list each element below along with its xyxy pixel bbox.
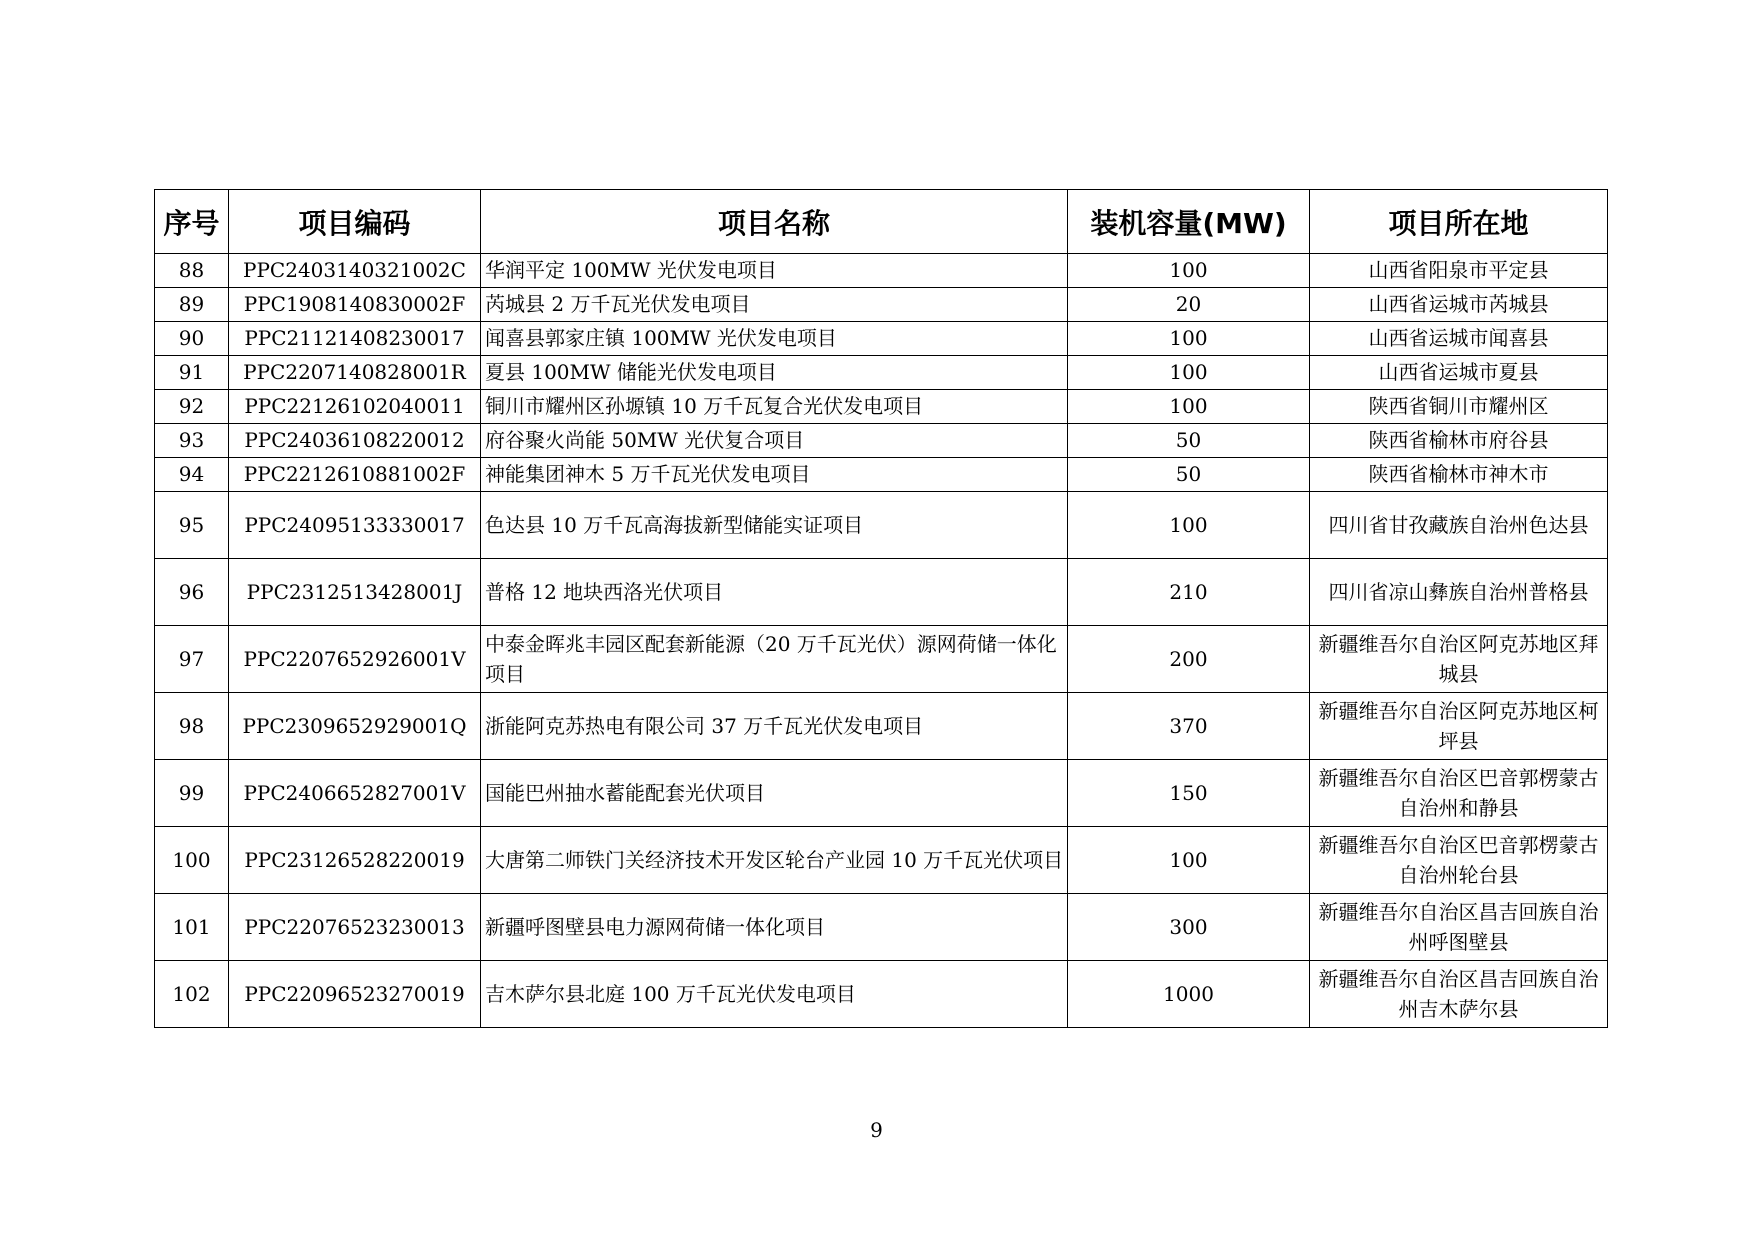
cell-index: 102 xyxy=(155,961,229,1028)
cell-capacity: 50 xyxy=(1068,424,1310,458)
cell-capacity: 100 xyxy=(1068,356,1310,390)
cell-code: PPC22076523230013 xyxy=(229,894,481,961)
cell-code: PPC2309652929001Q xyxy=(229,693,481,760)
cell-code: PPC2207652926001V xyxy=(229,626,481,693)
table-row xyxy=(155,424,1608,458)
header-name: 项目名称 xyxy=(481,190,1068,254)
table-row xyxy=(155,827,1608,894)
cell-location: 新疆维吾尔自治区阿克苏地区拜城县 xyxy=(1310,626,1608,693)
header-location: 项目所在地 xyxy=(1310,190,1608,254)
cell-capacity: 1000 xyxy=(1068,961,1310,1028)
cell-name: 中泰金晖兆丰园区配套新能源（20 万千瓦光伏）源网荷储一体化项目 xyxy=(481,626,1068,693)
cell-capacity: 210 xyxy=(1068,559,1310,626)
project-table xyxy=(154,189,1608,1028)
cell-location: 四川省凉山彝族自治州普格县 xyxy=(1310,559,1608,626)
header-code: 项目编码 xyxy=(229,190,481,254)
cell-code: PPC2312513428001J xyxy=(229,559,481,626)
table-row xyxy=(155,626,1608,693)
cell-index: 91 xyxy=(155,356,229,390)
cell-capacity: 150 xyxy=(1068,760,1310,827)
table-row xyxy=(155,458,1608,492)
page-number: 9 xyxy=(870,1118,883,1142)
cell-index: 98 xyxy=(155,693,229,760)
cell-capacity: 100 xyxy=(1068,390,1310,424)
cell-index: 92 xyxy=(155,390,229,424)
cell-name: 吉木萨尔县北庭 100 万千瓦光伏发电项目 xyxy=(481,961,1068,1028)
cell-location: 山西省运城市夏县 xyxy=(1310,356,1608,390)
table-row xyxy=(155,288,1608,322)
table-row xyxy=(155,894,1608,961)
cell-name: 闻喜县郭家庄镇 100MW 光伏发电项目 xyxy=(481,322,1068,356)
cell-capacity: 100 xyxy=(1068,254,1310,288)
cell-name: 色达县 10 万千瓦高海拔新型储能实证项目 xyxy=(481,492,1068,559)
cell-name: 神能集团神木 5 万千瓦光伏发电项目 xyxy=(481,458,1068,492)
cell-name: 浙能阿克苏热电有限公司 37 万千瓦光伏发电项目 xyxy=(481,693,1068,760)
cell-name: 华润平定 100MW 光伏发电项目 xyxy=(481,254,1068,288)
cell-code: PPC23126528220019 xyxy=(229,827,481,894)
cell-location: 新疆维吾尔自治区阿克苏地区柯坪县 xyxy=(1310,693,1608,760)
table-row xyxy=(155,961,1608,1028)
cell-location: 山西省阳泉市平定县 xyxy=(1310,254,1608,288)
cell-index: 89 xyxy=(155,288,229,322)
cell-code: PPC21121408230017 xyxy=(229,322,481,356)
table-row xyxy=(155,559,1608,626)
cell-location: 新疆维吾尔自治区昌吉回族自治州呼图壁县 xyxy=(1310,894,1608,961)
table-row xyxy=(155,760,1608,827)
cell-name: 铜川市耀州区孙塬镇 10 万千瓦复合光伏发电项目 xyxy=(481,390,1068,424)
cell-code: PPC24095133330017 xyxy=(229,492,481,559)
cell-capacity: 50 xyxy=(1068,458,1310,492)
table-row xyxy=(155,356,1608,390)
cell-name: 芮城县 2 万千瓦光伏发电项目 xyxy=(481,288,1068,322)
cell-capacity: 200 xyxy=(1068,626,1310,693)
table-row xyxy=(155,492,1608,559)
cell-index: 90 xyxy=(155,322,229,356)
cell-location: 陕西省榆林市府谷县 xyxy=(1310,424,1608,458)
cell-code: PPC2403140321002C xyxy=(229,254,481,288)
cell-name: 府谷聚火尚能 50MW 光伏复合项目 xyxy=(481,424,1068,458)
header-capacity: 装机容量(MW) xyxy=(1068,190,1310,254)
cell-name: 大唐第二师铁门关经济技术开发区轮台产业园 10 万千瓦光伏项目 xyxy=(481,827,1068,894)
cell-code: PPC2212610881002F xyxy=(229,458,481,492)
cell-index: 96 xyxy=(155,559,229,626)
cell-index: 100 xyxy=(155,827,229,894)
table-header-row xyxy=(155,190,1608,254)
cell-index: 99 xyxy=(155,760,229,827)
cell-capacity: 100 xyxy=(1068,827,1310,894)
table-row xyxy=(155,693,1608,760)
cell-capacity: 370 xyxy=(1068,693,1310,760)
cell-index: 93 xyxy=(155,424,229,458)
cell-index: 94 xyxy=(155,458,229,492)
table-row xyxy=(155,322,1608,356)
cell-code: PPC2207140828001R xyxy=(229,356,481,390)
cell-index: 88 xyxy=(155,254,229,288)
table-row xyxy=(155,390,1608,424)
cell-capacity: 20 xyxy=(1068,288,1310,322)
cell-index: 95 xyxy=(155,492,229,559)
cell-code: PPC24036108220012 xyxy=(229,424,481,458)
cell-capacity: 100 xyxy=(1068,492,1310,559)
cell-location: 四川省甘孜藏族自治州色达县 xyxy=(1310,492,1608,559)
cell-code: PPC22126102040011 xyxy=(229,390,481,424)
cell-code: PPC1908140830002F xyxy=(229,288,481,322)
cell-location: 陕西省榆林市神木市 xyxy=(1310,458,1608,492)
cell-code: PPC22096523270019 xyxy=(229,961,481,1028)
cell-location: 新疆维吾尔自治区昌吉回族自治州吉木萨尔县 xyxy=(1310,961,1608,1028)
header-index: 序号 xyxy=(155,190,229,254)
cell-capacity: 300 xyxy=(1068,894,1310,961)
cell-code: PPC2406652827001V xyxy=(229,760,481,827)
cell-name: 普格 12 地块西洛光伏项目 xyxy=(481,559,1068,626)
cell-location: 山西省运城市芮城县 xyxy=(1310,288,1608,322)
cell-location: 陕西省铜川市耀州区 xyxy=(1310,390,1608,424)
cell-name: 夏县 100MW 储能光伏发电项目 xyxy=(481,356,1068,390)
cell-location: 新疆维吾尔自治区巴音郭楞蒙古自治州轮台县 xyxy=(1310,827,1608,894)
cell-location: 山西省运城市闻喜县 xyxy=(1310,322,1608,356)
cell-index: 97 xyxy=(155,626,229,693)
cell-capacity: 100 xyxy=(1068,322,1310,356)
table-row xyxy=(155,254,1608,288)
cell-index: 101 xyxy=(155,894,229,961)
cell-location: 新疆维吾尔自治区巴音郭楞蒙古自治州和静县 xyxy=(1310,760,1608,827)
cell-name: 国能巴州抽水蓄能配套光伏项目 xyxy=(481,760,1068,827)
cell-name: 新疆呼图壁县电力源网荷储一体化项目 xyxy=(481,894,1068,961)
